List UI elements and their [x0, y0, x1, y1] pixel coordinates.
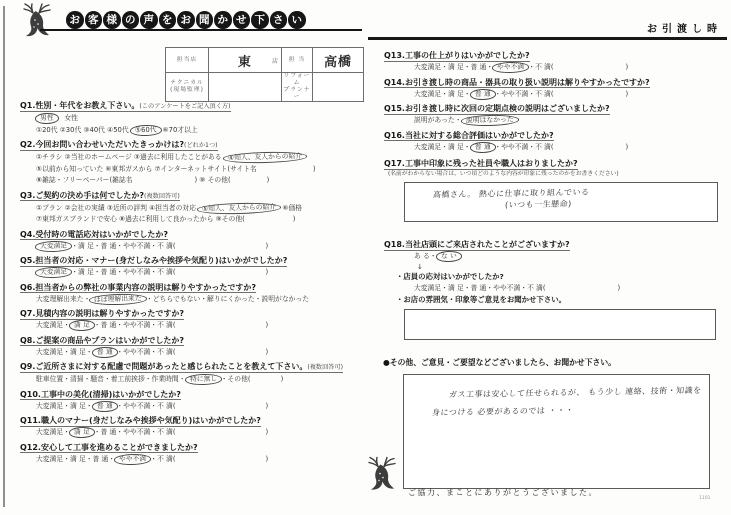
question-options-line: [20, 203, 368, 215]
question-block: [20, 229, 368, 253]
header-rule: [40, 29, 362, 32]
question-q18: [384, 239, 726, 340]
question-title: [384, 158, 726, 170]
pen-circled-answer: 普 通: [91, 400, 117, 411]
comment-handwritten-line1: ガス工事は安心して任せられるが、 もう少し 連絡、技術・知識を: [448, 385, 702, 400]
question-block: [20, 361, 368, 386]
option-text: ): [280, 375, 284, 383]
question-block: [20, 442, 368, 466]
question-title-text: ご近所さまに対する配慮で問題があったと感じられたことを教えて下さい。: [35, 362, 308, 371]
option-text: ): [265, 321, 269, 329]
question-block: [20, 190, 368, 226]
option-text: ⑧雑誌・フリーペーパー(雑誌名: [36, 176, 133, 184]
answer-blank: [545, 289, 617, 290]
option-text: ①20代 ②30代 ③40代 ④50代: [36, 125, 131, 134]
person-label: 担 当: [282, 48, 313, 73]
thanks-message: ご協力、まことにありがとうございました。: [408, 488, 598, 497]
planner-label: [282, 73, 313, 102]
question-title-text: 今回お問い合わせいただいたきっかけは?: [35, 140, 185, 149]
pen-circled-answer: 普 通: [469, 141, 495, 152]
option-text: あ る・: [414, 252, 437, 260]
handover-section-label: お引渡し時: [647, 24, 722, 35]
question-options-line: [20, 164, 368, 176]
question-options-line: [384, 62, 726, 74]
question-title-text: お引き渡し時に次回の定期点検の説明はございましたか?: [404, 104, 610, 113]
option-text: ・やや不満・不 満(: [116, 347, 176, 356]
page-edge-line: [3, 6, 5, 507]
question-block: [20, 415, 368, 439]
option-text: 大変満足・満 足・: [414, 142, 471, 151]
shop-impression-box: [404, 309, 716, 340]
question-id: Q3.: [20, 190, 36, 200]
question-options-line: [20, 320, 368, 332]
question-title: [20, 442, 368, 454]
right-questions-column: [384, 50, 726, 156]
q17-handwritten-line2: (いつも一生懸命): [504, 199, 573, 210]
q18-sub1-label: ・店員の応対はいかがでしたか?: [396, 271, 504, 281]
question-options-line: [20, 175, 368, 187]
option-text: ・その他(: [220, 375, 251, 383]
store-value-cell: [209, 48, 282, 73]
option-text: ①チラシ ②当社のホームページ ③過去に利用したことがある: [36, 153, 224, 161]
question-title: [384, 50, 726, 62]
pen-circled-answer: 特に無し: [184, 374, 221, 385]
option-text: ): [265, 401, 269, 410]
option-text: ): [265, 454, 269, 463]
question-block: [20, 282, 368, 306]
answer-blank: [176, 326, 266, 327]
question-id: Q16.: [384, 130, 405, 140]
store-label: 担当店: [166, 48, 209, 73]
question-title: [384, 77, 726, 89]
question-options-line: [20, 294, 368, 306]
option-text: ): [625, 89, 629, 98]
title-char-circle: 様: [103, 11, 121, 29]
option-text: ): [625, 142, 629, 151]
pen-circled-answer: 説明はなかった: [460, 114, 518, 126]
question-id: Q5.: [20, 256, 36, 265]
staff-table: [165, 47, 364, 102]
option-text: ) ⑨ その他(: [194, 176, 231, 184]
question-id: Q9.: [20, 362, 36, 371]
title-char-circle: お: [177, 11, 195, 29]
pen-circled-answer: 大変満足: [35, 240, 72, 251]
question-title-text: 当社に対する総合評価はいかがでしたか?: [404, 130, 554, 140]
question-title-text: 工事の仕上がりはいかがでしたか?: [404, 51, 530, 60]
question-options-line: [20, 454, 368, 466]
title-char-circle: い: [288, 11, 306, 29]
option-text: ⑤以前から知っていた ⑥東邦ガスから ⑦インターネットサイト(サイト名: [36, 164, 257, 173]
question-title-text: 工事中の美化(清掃)はいかがでしたか?: [40, 389, 181, 399]
option-text: ⑥価格: [280, 203, 303, 212]
other-comments-section: [383, 357, 725, 489]
question-id: Q8.: [20, 335, 36, 345]
option-text: ): [625, 63, 629, 71]
q17-handwritten-line1: 高橋さん。 熱心に仕事に取り組んでいる: [432, 187, 590, 200]
q17-answer-box: [404, 182, 718, 222]
technical-value-cell: [209, 73, 282, 102]
answer-blank: [251, 380, 281, 381]
answer-blank: [133, 181, 195, 182]
title-char-circle: 客: [85, 11, 103, 29]
option-text: ): [292, 215, 296, 223]
question-title: [20, 139, 368, 152]
pen-circled-answer: 満 足: [69, 320, 95, 331]
question-id: Q7.: [20, 309, 36, 318]
option-text: ): [265, 428, 269, 436]
question-title: [20, 190, 368, 203]
option-text: ): [266, 176, 270, 184]
option-text: 大変満足・満 足・: [36, 347, 93, 356]
answer-blank: [257, 170, 313, 171]
option-text: ・普 通・やや不満・不 満(: [93, 321, 176, 329]
title-char-circle: の: [122, 11, 140, 29]
question-id: Q15.: [384, 104, 405, 113]
title-char-circle: お: [66, 11, 84, 29]
answer-blank: [175, 273, 265, 274]
option-text: ・やや不満・不 満(: [494, 89, 554, 98]
answer-blank: [175, 460, 265, 461]
question-id: Q14.: [384, 77, 405, 87]
question-options-line: [20, 347, 368, 359]
q18-sub2-label: ・お店の雰囲気・印象等ご意見をお聞かせ下さい。: [396, 295, 566, 304]
planner-label-line2: プランナー: [283, 87, 311, 100]
option-text: 女性: [57, 114, 78, 122]
option-text: ・不 満(: [528, 63, 554, 71]
store-suffix: 店: [271, 58, 278, 65]
question-title: [384, 103, 726, 115]
question-block: [20, 100, 368, 136]
option-text: ): [617, 283, 621, 292]
question-title-text: 受付時の電話応対はいかがでしたか?: [35, 229, 169, 239]
question-block: [384, 77, 726, 101]
question-note: (どれか1つ): [184, 142, 218, 149]
question-options-line: [20, 241, 368, 253]
title-char-circle: せ: [233, 11, 251, 29]
pen-circled-answer: やや不満: [492, 62, 529, 73]
page-number: 1101: [699, 496, 711, 501]
option-text: 説明があった・: [414, 116, 462, 124]
question-title: [20, 308, 368, 320]
answer-blank: [553, 68, 625, 69]
question-note: (このアンケートをご記入頂く方): [139, 103, 231, 110]
question-title-text: 担当者からの弊社の事業内容の説明は解りやすかったですか?: [35, 282, 257, 292]
option-text: 大変満足・満 足・: [36, 401, 93, 410]
answer-blank: [554, 95, 626, 96]
question-title-text: 性別・年代をお教え下さい。: [35, 101, 140, 110]
pen-circled-answer: 普 通: [469, 88, 495, 99]
question-note: (複数回答可): [144, 192, 180, 200]
question-title-text: 担当者の対応・マナー(身だしなみや挨拶や気配り)はいかがでしたか?: [35, 256, 288, 265]
question-title: [384, 239, 726, 251]
pen-circled-answer: な い: [435, 251, 461, 262]
person-value-cell: [313, 48, 364, 73]
page-title: [66, 11, 306, 29]
answer-blank: [176, 433, 266, 434]
answer-blank: [231, 181, 267, 182]
other-comments-box: [403, 374, 710, 489]
title-char-circle: 声: [140, 11, 158, 29]
question-block: [20, 308, 368, 332]
pen-circled-answer: 男性: [35, 113, 59, 124]
option-text: ): [265, 268, 269, 276]
q18-sub1-options: [384, 283, 726, 295]
comment-handwritten-line2: 身につける 必要があるのでは ・・・: [431, 405, 575, 418]
pen-circled-answer: 普 通: [91, 346, 117, 357]
question-id: Q6.: [20, 282, 36, 292]
title-char-circle: さ: [270, 11, 288, 29]
question-note: (複数回答可): [307, 364, 344, 371]
question-title-text: ご契約の決め手は何でしたか?: [35, 190, 145, 200]
option-text: ): [265, 347, 269, 356]
question-block: [20, 139, 368, 187]
option-text: ・満 足・普 通・やや不満・不 満(: [71, 268, 176, 276]
question-q17: [384, 158, 726, 222]
down-arrow-mark: ↓: [417, 262, 423, 271]
option-text: ⑥70才以上: [160, 125, 198, 134]
question-options-line: [20, 152, 368, 164]
question-id: Q13.: [384, 51, 405, 60]
option-text: 大変満足・満 足・普 通・: [414, 63, 494, 71]
question-id: Q11.: [20, 416, 41, 425]
question-title-text: 職人のマナー(身だしなみや挨拶や気配り)はいかがでしたか?: [40, 416, 261, 425]
question-id: Q17.: [384, 159, 405, 168]
question-options-line: [384, 142, 726, 154]
answer-blank: [554, 148, 626, 149]
question-options-line: [20, 113, 368, 125]
pen-circled-answer: ⑤60代: [130, 124, 162, 135]
question-title: [20, 335, 368, 347]
question-title-text: 当社店頭にご来店されたことがございますか?: [404, 240, 570, 249]
answer-blank: [176, 407, 266, 408]
question-options-line: [20, 214, 368, 226]
question-title: [20, 282, 368, 294]
question-id: Q1.: [20, 101, 36, 110]
title-char-circle: を: [159, 11, 177, 29]
question-block: [384, 50, 726, 74]
option-text: ): [265, 241, 269, 250]
pen-circled-answer: ⑤知人、友人からの紹介: [197, 201, 281, 214]
deer-logo-icon: [22, 2, 52, 37]
deer-logo-icon: [367, 453, 397, 493]
question-title-text: お引き渡し時の商品・器具の取り扱い説明は解りやすかったですか?: [404, 77, 650, 87]
option-text: 大変満足・: [36, 321, 70, 329]
question-title: [20, 415, 368, 427]
other-comments-label: ●その他、ご意見・ご要望などございましたら、お聞かせ下さい。: [383, 358, 616, 367]
question-title: [20, 361, 368, 374]
technical-label-line1: テクニカル: [170, 80, 204, 86]
option-text: 大変満足・満 足・普 通・: [36, 454, 116, 463]
question-options-line: [20, 267, 368, 279]
question-options-line: [20, 374, 368, 386]
pen-circled-answer: ④知人、友人からの紹介: [223, 151, 307, 164]
store-handwritten-value: 東: [237, 54, 253, 70]
pen-circled-answer: やや不満: [114, 453, 151, 464]
question-id: Q12.: [20, 442, 41, 452]
answer-blank: [176, 353, 266, 354]
question-title-text: 安心して工事を進めることができましたか?: [40, 442, 198, 452]
technical-label-line2: (現場監理): [170, 87, 204, 93]
title-char-circle: か: [214, 11, 232, 29]
question-block: [384, 103, 726, 127]
pen-circled-answer: 大変満足: [35, 267, 72, 278]
question-options-line: [20, 427, 368, 439]
question-options-line: [384, 115, 726, 127]
planner-label-line1: リフォーム: [283, 73, 311, 86]
option-text: ・不 満(: [150, 454, 176, 463]
question-title: [20, 255, 368, 267]
question-options-line: [20, 125, 368, 137]
option-text: ・どちらでもない・解りにくかった・説明がなかった: [145, 294, 310, 303]
option-text: ・満 足・普 通・やや不満・不 満(: [71, 241, 176, 250]
option-text: 大変満足・満 足・普 通・やや不満・不 満(: [414, 283, 546, 292]
option-text: 大変満足・: [36, 428, 70, 436]
question-id: Q4.: [20, 229, 36, 239]
technical-label: [166, 73, 209, 102]
left-questions-column: [20, 100, 368, 468]
question-block: [20, 389, 368, 413]
option-text: ・普 通・やや不満・不 満(: [93, 428, 176, 436]
option-text: ⑦東邦ガスブランドで安心 ⑧過去に利用して良かったから ⑨その他(: [36, 215, 245, 223]
question-title: [20, 100, 368, 113]
question-options-line: [384, 89, 726, 101]
person-handwritten-value: 高橋: [323, 54, 353, 71]
question-subnote: (名前がわからない場合は、いつ頃どのような内容が印象に残ったのかをお書きください): [388, 171, 619, 177]
pen-circled-answer: ほぼ理解出来た: [89, 293, 147, 305]
question-block: [384, 130, 726, 154]
pen-circled-answer: 満 足: [69, 427, 95, 438]
option-text: ・やや不満・不 満(: [494, 142, 554, 151]
option-text: 大変満足・満 足・: [414, 89, 471, 98]
option-text: ): [312, 164, 316, 173]
q18-options: [384, 251, 726, 263]
question-id: Q2.: [20, 140, 36, 149]
answer-blank: [245, 220, 293, 221]
question-title-text: 見積内容の説明は解りやすかったですか?: [35, 309, 185, 318]
option-text: 駐車位置・清掃・騒音・着工前挨拶・作業時間・: [36, 375, 186, 383]
question-block: [20, 255, 368, 279]
option-text: 大変理解出来た・: [36, 294, 91, 303]
question-title: [20, 229, 368, 241]
planner-value-cell: [313, 73, 364, 102]
answer-blank: [175, 247, 265, 248]
title-char-circle: 下: [251, 11, 269, 29]
handover-rule: [368, 37, 727, 40]
title-char-circle: 聞: [196, 11, 214, 29]
question-title: [384, 130, 726, 142]
option-text: ①プラン ②会社の実績 ③近所の評判 ④担当者の対応: [36, 203, 199, 212]
question-title-text: ご提案の商品やプランはいかがでしたか?: [35, 335, 185, 345]
question-id: Q18.: [384, 240, 405, 249]
question-title-text: 工事中印象に残った社員や職人はおりましたか?: [404, 159, 578, 168]
option-text: ・やや不満・不 満(: [116, 401, 176, 410]
question-id: Q10.: [20, 389, 41, 399]
question-title: [20, 389, 368, 401]
question-block: [20, 335, 368, 359]
question-options-line: [20, 401, 368, 413]
